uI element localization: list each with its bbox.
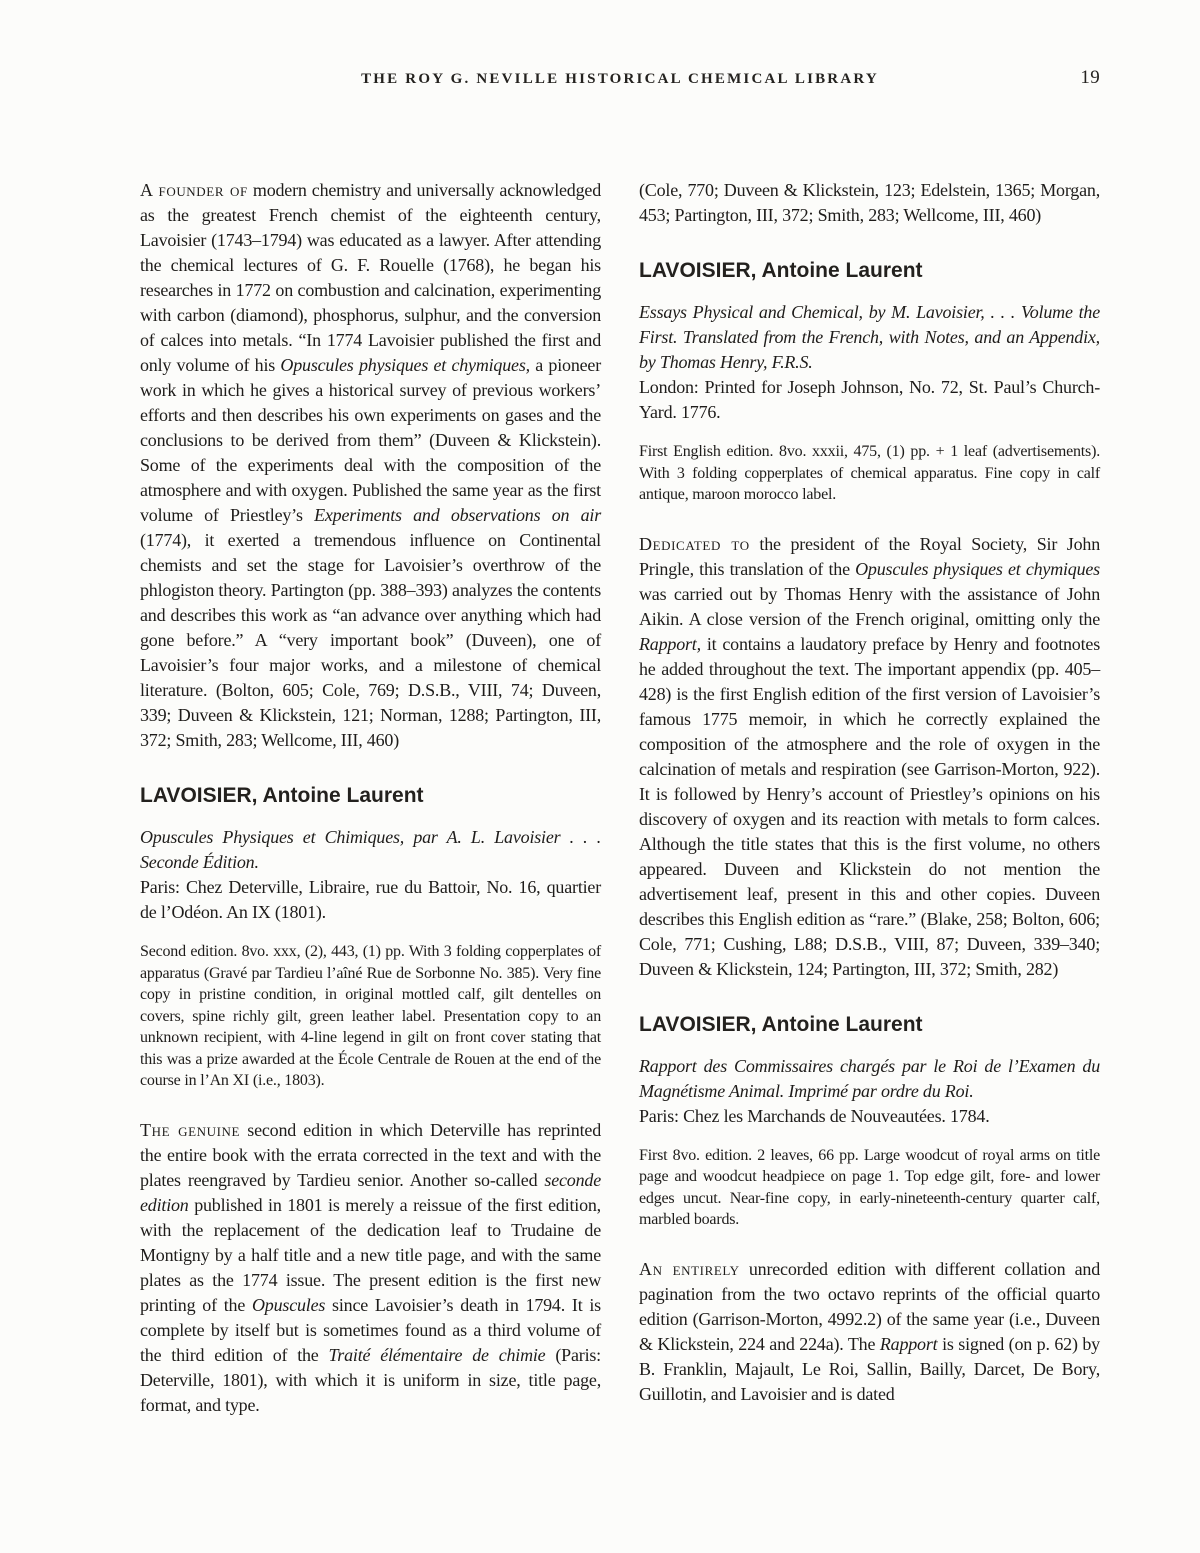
text-segment: LAVOISIER, Antoine Laurent (140, 784, 424, 807)
text-segment: was carried out by Thomas Henry with the assistance of John Aikin. A close version of the French original, omitting only the (639, 583, 1100, 629)
paragraph-citation-continuation (639, 178, 1100, 228)
text-segment: unrecorded edition with different collation and pagination from the two octavo reprints of the official quarto edition (Garrison-Morton, 4992.2) of the same year (i.e., Duveen & Klickstein, 224 and 224a). The (639, 1258, 1100, 1354)
text-segment: the president of the Royal Society, Sir John Pringle, this translation of the (639, 533, 1100, 579)
text-segment: First English edition. 8vo. xxxii, 475, (1) pp. + 1 leaf (advertisements). With 3 folding copperplates of chemical apparatus. Fine copy in calf antique, maroon morocco label. (639, 443, 1100, 503)
collation-note-essays (639, 441, 1100, 506)
text-segment: Opuscules physiques et chymiques (855, 558, 1100, 579)
text-segment: published in 1801 is merely a reissue of the first edition, with the replacement of the dedication leaf to Trudaine de Montigny by a half title and a new title page, and with the same plates as the 1774 issue. The present edition is the first new printing of the (140, 1194, 601, 1315)
paragraph-founder (140, 178, 601, 753)
text-segment: A founder of (140, 180, 248, 200)
entry-title-opuscules (140, 825, 601, 875)
entry-imprint-opuscules (140, 875, 601, 925)
text-segment: Rapport des Commissaires chargés par le Roi de l’Examen du Magnétisme Animal. Imprimé par ordre du Roi. (639, 1055, 1100, 1101)
collation-note-rapport (639, 1145, 1100, 1231)
text-columns (140, 178, 1100, 1424)
left-column (140, 178, 601, 1424)
text-segment: An entirely (639, 1258, 740, 1279)
text-segment: Rapport (879, 1333, 938, 1354)
paragraph-dedicated (639, 532, 1100, 982)
running-head (140, 67, 1100, 94)
entry-imprint-rapport (639, 1104, 1100, 1129)
text-segment: Paris: Chez les Marchands de Nouveautées. 1784. (639, 1105, 990, 1126)
text-segment: seconde edition (140, 1169, 601, 1215)
text-segment: The genuine (140, 1119, 241, 1140)
text-segment: LAVOISIER, Antoine Laurent (639, 259, 923, 282)
text-segment: Essays Physical and Chemical, by M. Lavoisier, . . . Volume the First. Translated from the French, with Notes, and an Appendix, by Thomas Henry, F.R.S. (639, 302, 1100, 372)
text-segment: modern chemistry and universally acknowledged as the greatest French chemist of the eighteenth century, Lavoisier (1743–1794) was educated as a lawyer. After attending the chemical lectures of G. F. Rouelle (1768), he began his researches in 1772 on combustion and calcination, experimenting with carbon (diamond), phosphorus, sulphur, and the conversion of calces into metals. “In 1774 Lavoisier published the first and only volume of his (140, 180, 601, 375)
page-number: 19 (1080, 67, 1100, 88)
text-segment: Rapport, (639, 633, 701, 654)
text-segment: First 8vo. edition. 2 leaves, 66 pp. Large woodcut of royal arms on title page and woodcut headpiece on page 1. Top edge gilt, fore- and lower edges uncut. Near-fine copy, in early-nineteenth-century quarter calf, marbled boards. (639, 1146, 1100, 1228)
entry-heading-lavoisier-2 (639, 258, 1100, 284)
collation-note-opuscules (140, 941, 601, 1092)
text-segment: (Cole, 770; Duveen & Klickstein, 123; Edelstein, 1365; Morgan, 453; Partington, III, 372; Smith, 283; Wellcome, III, 460) (639, 180, 1100, 225)
text-segment: Experiments and observations on air (314, 505, 601, 525)
text-segment: is signed (on p. 62) by B. Franklin, Majault, Le Roi, Sallin, Bailly, Darcet, De Bory, Guillotin, and Lavoisier and is dated (639, 1333, 1100, 1404)
text-segment: a pioneer work in which he gives a historical survey of previous workers’ efforts and then describes his own experiments on gases and the conclusions to be derived from them” (Duveen & Klickstein). Some of the experiments deal with the composition of the atmosphere and with oxygen. Published the same year as the first volume of Priestley’s (140, 355, 602, 525)
entry-imprint-essays (639, 375, 1100, 425)
text-segment: since Lavoisier’s death in 1794. It is complete by itself but is sometimes found as a third volume of the third edition of the (140, 1294, 601, 1365)
text-segment: (Paris: Deterville, 1801), with which it is uniform in size, title page, format, and type. (140, 1344, 601, 1415)
text-segment: (1774), it exerted a tremendous influence on Continental chemists and set the stage for Lavoisier’s overthrow of the phlogiston theory. Partington (pp. 388–393) analyzes the contents and describes this work as “an advance over anything which had gone before.” A “very important book” (Duveen), one of Lavoisier’s four major works, and a milestone of chemical literature. (Bolton, 605; Cole, 769; D.S.B., VIII, 74; Duveen, 339; Duveen & Klickstein, 121; Norman, 1288; Partington, III, 372; Smith, 283; Wellcome, III, 460) (140, 530, 601, 750)
entry-heading-lavoisier-1 (140, 783, 601, 809)
text-segment: Dedicated to (639, 533, 750, 554)
text-segment: Second edition. 8vo. xxx, (2), 443, (1) pp. With 3 folding copperplates of apparatus (Gravé par Tardieu l’aîné Rue de Sorbonne No. 385). Very fine copy in pristine condition, in original mottled calf, gilt dentelles on covers, spine richly gilt, green leather label. Presentation copy to an unknown recipient, with 4-line legend in gilt on front cover stating that this was a prize awarded at the École Centrale de Rouen at the end of the course in l’An XI (i.e., 1803). (140, 943, 601, 1089)
text-segment: Opuscules physiques et chymiques, (280, 355, 530, 375)
paragraph-entirely (639, 1257, 1100, 1407)
text-segment: Paris: Chez Deterville, Libraire, rue du Battoir, No. 16, quartier de l’Odéon. An IX (1801). (140, 877, 601, 922)
entry-title-rapport (639, 1054, 1100, 1104)
text-segment: Opuscules (251, 1294, 326, 1315)
text-segment: Traité élémentaire de chimie (328, 1344, 546, 1365)
paragraph-genuine (140, 1118, 601, 1418)
text-segment: it contains a laudatory preface by Henry and footnotes he added throughout the text. The important appendix (pp. 405–428) is the first English edition of the first version of Lavoisier’s famous 1775 memoir, in which he correctly explained the composition of the atmosphere and the role of oxygen in the calcination of metals and respiration (see Garrison-Morton, 922). It is followed by Henry’s account of Priestley’s opinions on his discovery of oxygen and its reaction with metals to form calces. Although the title states that this is the first volume, no others appeared. Duveen and Klickstein do not mention the advertisement leaf, present in this and other copies. Duveen describes this English edition as “rare.” (Blake, 258; Bolton, 606; Cole, 771; Cushing, L88; D.S.B., VIII, 87; Duveen, 339–340; Duveen & Klickstein, 124; Partington, III, 372; Smith, 282) (639, 633, 1100, 979)
running-head-title: THE ROY G. NEVILLE HISTORICAL CHEMICAL LIBRARY (361, 71, 879, 87)
text-segment: LAVOISIER, Antoine Laurent (639, 1012, 923, 1036)
text-segment: London: Printed for Joseph Johnson, No. 72, St. Paul’s Church-Yard. 1776. (639, 377, 1100, 422)
right-column (639, 178, 1100, 1424)
entry-title-essays (639, 300, 1100, 375)
text-segment: second edition in which Deterville has reprinted the entire book with the errata corrected in the text and with the plates reengraved by Tardieu senior. Another so-called (140, 1119, 601, 1190)
entry-heading-lavoisier-3 (639, 1012, 1100, 1038)
text-segment: Opuscules Physiques et Chimiques, par A. L. Lavoisier . . . Seconde Édition. (140, 827, 601, 872)
